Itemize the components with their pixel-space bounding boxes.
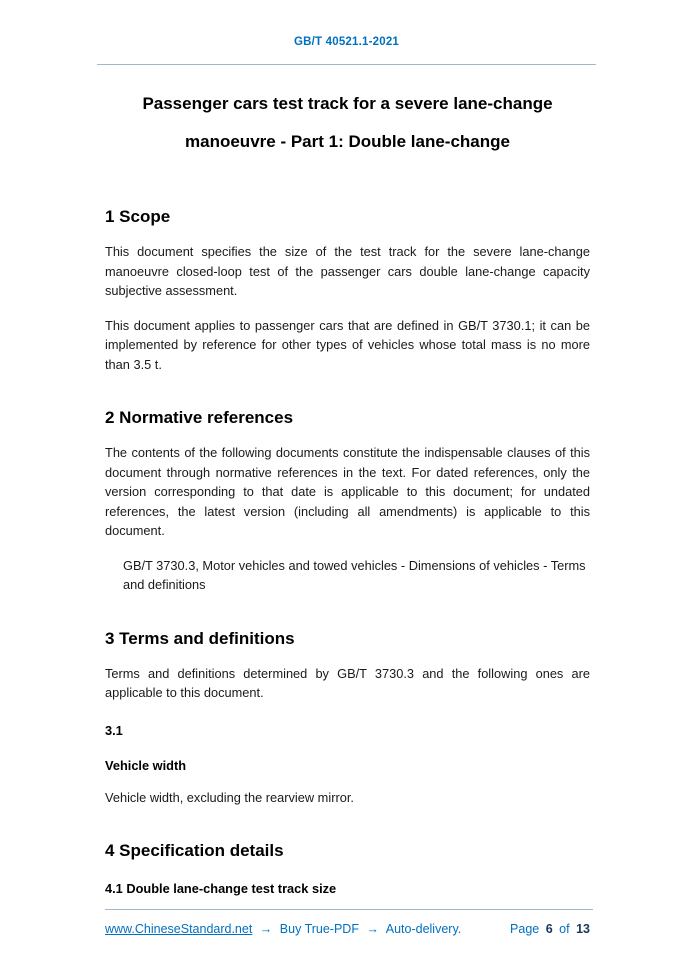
section-heading-normative-references: 2 Normative references xyxy=(105,408,294,427)
subsection-heading-track-size: 4.1 Double lane-change test track size xyxy=(105,881,337,896)
terms-intro-paragraph: Terms and definitions determined by GB/T 3730.3 and the following ones are applicable to this document. xyxy=(105,665,590,700)
document-title xyxy=(105,85,590,161)
normative-references-paragraph: The contents of the following documents constitute the indispensable clauses of this document through normative references in the text. For dated references, only the version corresponding to that date is applicable to this document; for undated references, the latest version (including all amendments) is applicable to this document. xyxy=(105,445,590,538)
term-number: 3.1 xyxy=(105,722,123,738)
scope-paragraph-2: This document applies to passenger cars that are defined in GB/T 3730.1; it can be implemented by reference for other types of vehicles whose total mass is no more than 3.5 t. xyxy=(105,317,590,372)
arrow-right-icon: → xyxy=(366,922,379,936)
footer-page-number: 6 xyxy=(545,922,553,936)
footer-pagination xyxy=(510,922,593,936)
header-divider xyxy=(97,64,596,65)
page-content xyxy=(0,85,693,896)
section-heading-scope: 1 Scope xyxy=(105,207,171,226)
footer-page-label: Page xyxy=(510,922,540,936)
term-definition: Vehicle width, excluding the rearview mirror. xyxy=(105,789,354,805)
footer-action-buy-pdf: Buy True-PDF xyxy=(279,922,359,936)
normative-reference-item: GB/T 3730.3, Motor vehicles and towed vehicles - Dimensions of vehicles - Terms and definitions xyxy=(123,557,586,592)
section-heading-terms-definitions: 3 Terms and definitions xyxy=(105,628,295,648)
term-title: Vehicle width xyxy=(105,757,187,773)
footer-action-auto-delivery: Auto-delivery. xyxy=(385,922,462,936)
footer-of-label: of xyxy=(559,922,570,936)
footer-promo xyxy=(105,922,461,936)
page-footer xyxy=(105,909,593,936)
document-title-line1: Passenger cars test track for a severe lane-change xyxy=(142,94,553,113)
footer-site-link[interactable]: www.ChineseStandard.net xyxy=(105,922,253,936)
arrow-right-icon: → xyxy=(259,922,273,936)
footer-total-pages: 13 xyxy=(576,922,590,936)
document-title-line2: manoeuvre - Part 1: Double lane-change xyxy=(185,132,510,151)
section-heading-specification-details: 4 Specification details xyxy=(105,841,284,860)
scope-paragraph-1: This document specifies the size of the test track for the severe lane-change manoeuvre closed-loop test of the passenger cars double lane-change capacity subjective assessment. xyxy=(105,244,590,298)
document-number: GB/T 40521.1-2021 xyxy=(293,36,400,48)
